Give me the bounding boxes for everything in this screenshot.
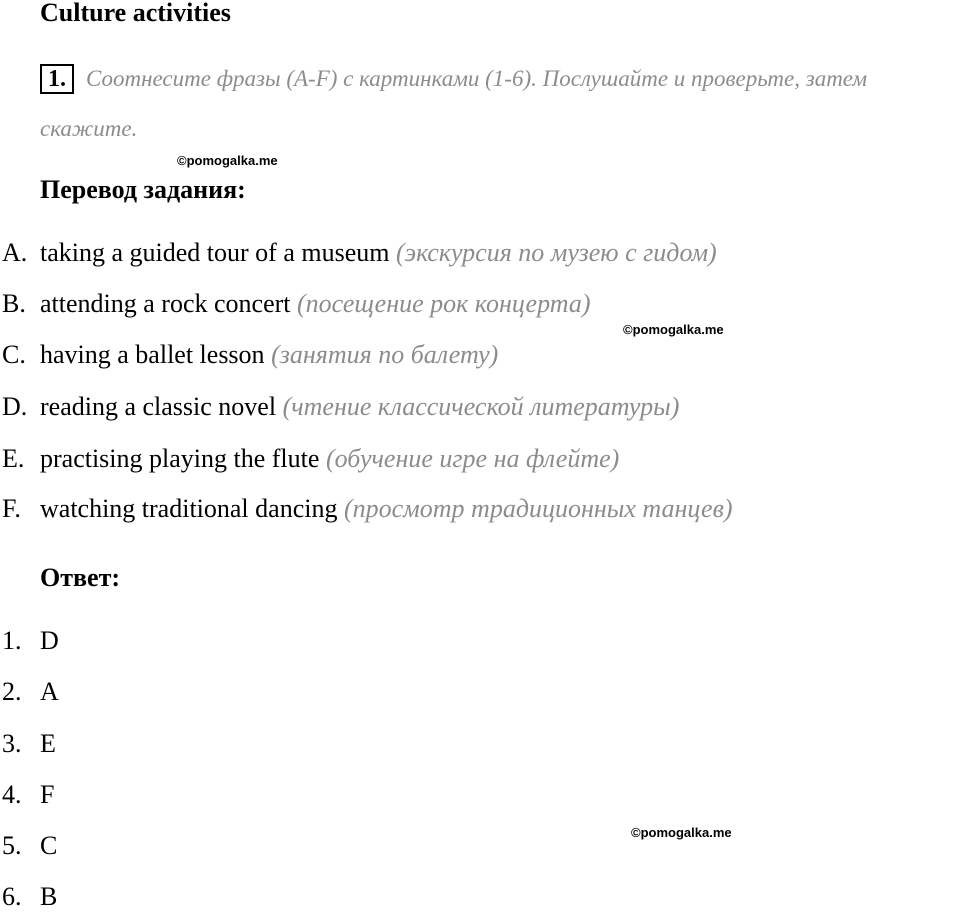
answer-number: 5. [2,831,22,860]
item-russian: (чтение классической литературы) [282,392,680,421]
answer-number: 6. [2,882,22,911]
task-instruction-line-1: Соотнесите фразы (A-F) с картинками (1-6). Послушайте и проверьте, затем [86,66,868,91]
item-letter: D. [2,392,28,421]
answer-number: 1. [2,626,22,655]
item-letter: C. [2,340,26,369]
task-number-badge: 1. [40,64,74,94]
answer-value: F [40,780,55,809]
watermark: ©pomogalka.me [631,825,732,840]
item-english: reading a classic novel [40,392,277,421]
watermark: ©pomogalka.me [177,153,278,168]
item-russian: (экскурсия по музею с гидом) [395,238,717,267]
item-letter: E. [2,444,25,473]
item-english: having a ballet lesson [40,340,265,369]
item-english: watching traditional dancing [40,494,338,523]
item-russian: (посещение рок концерта) [297,289,591,318]
item-letter: F. [2,494,21,523]
item-russian: (занятия по балету) [271,340,499,369]
answer-number: 3. [2,729,22,758]
item-english: attending a rock concert [40,289,291,318]
item-english: practising playing the flute [40,444,320,473]
answer-heading: Ответ: [40,563,121,592]
answer-number: 2. [2,677,22,706]
page-title: Culture activities [40,0,231,27]
answer-value: C [40,831,58,860]
answer-number: 4. [2,780,22,809]
watermark: ©pomogalka.me [623,322,724,337]
answer-value: A [40,677,59,706]
translation-heading: Перевод задания: [40,175,246,204]
item-russian: (просмотр традиционных танцев) [343,494,733,523]
item-letter: B. [2,289,26,318]
item-letter: A. [2,238,28,267]
task-instruction-line-2: скажите. [40,116,138,141]
item-russian: (обучение игре на флейте) [325,444,620,473]
answer-value: B [40,882,58,911]
answer-value: D [40,626,59,655]
item-english: taking a guided tour of a museum [40,238,390,267]
answer-value: E [40,729,56,758]
